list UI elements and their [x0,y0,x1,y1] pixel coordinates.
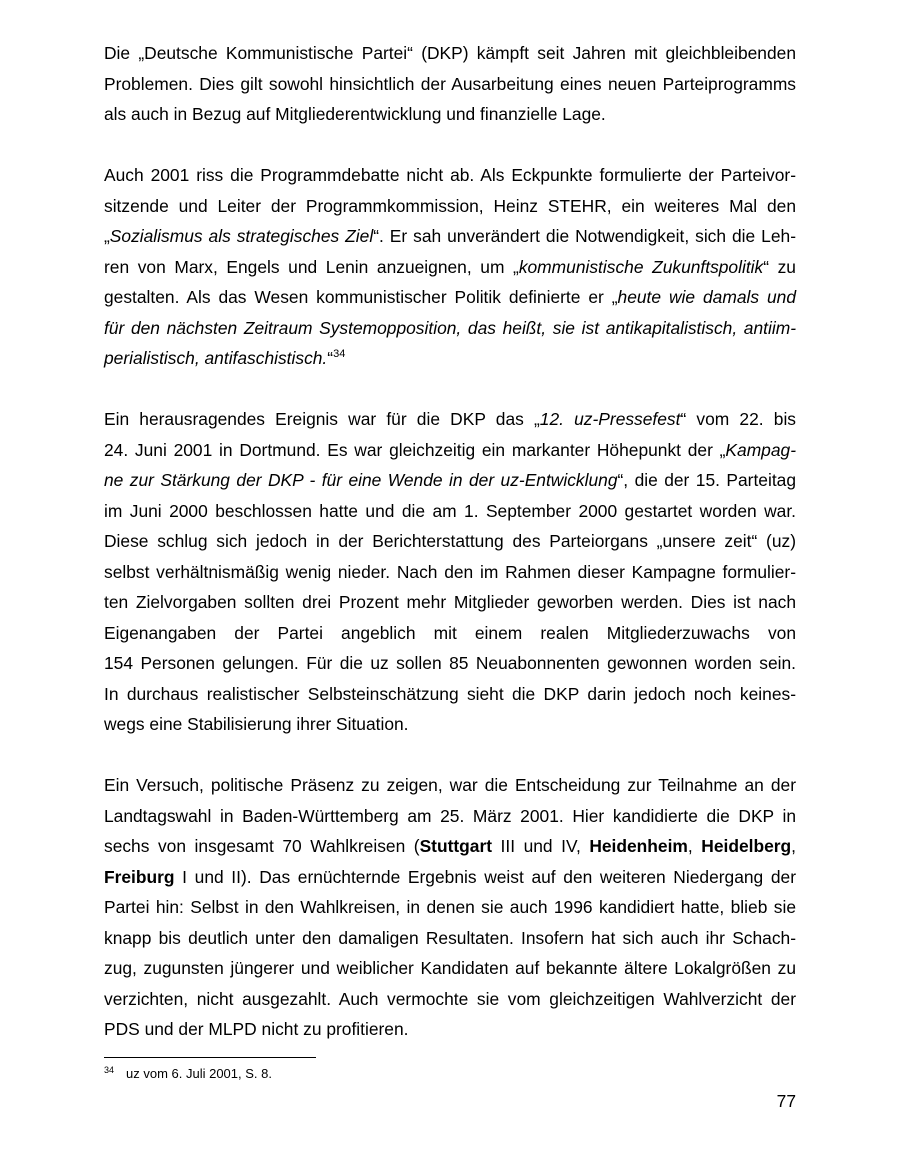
text-run: Eigenangaben der Partei angeblich mit einem realen Mitgliederzuwachs von [104,622,796,643]
text-line [104,984,796,1015]
text-line [104,496,796,527]
text-run: im Juni 2000 beschlossen hatte und die am 1. September 2000 gestartet worden war. [104,500,796,521]
text-run: wegs eine Stabilisierung ihrer Situation. [104,714,409,734]
text-run: selbst verhältnismäßig wenig nieder. Nach den im Rahmen dieser Kampagne formulier- [104,561,796,582]
text-run: “ zu [763,256,796,277]
text-run: “ [327,348,334,368]
text-line [104,343,796,374]
text-line [104,770,796,801]
text-run: Kampag- [725,439,796,460]
text-line [104,160,796,191]
footnote-number: 34 [104,1065,115,1075]
text-run: sitzende und Leiter der Programmkommission, Heinz STEHR, ein weiteres Mal den [104,195,796,216]
text-line [104,648,796,679]
text-line [104,282,796,313]
text-run: zug, zugunsten jüngerer und weiblicher Kandidaten auf bekannte ältere Lokalgrößen zu [104,958,796,978]
text-line [104,221,796,252]
paragraph-landtagswahl [104,770,796,1045]
text-run: PDS und der MLPD nicht zu profitieren. [104,1019,409,1039]
paragraph-dkp-problems [104,38,796,130]
text-line [104,709,796,740]
text-line [104,313,796,344]
text-run: I und II). Das ernüchternde Ergebnis weist auf den weiteren Niedergang der [174,866,796,887]
text-run: ne zur Stärkung der DKP - für eine Wende in der uz-Entwicklung [104,470,618,490]
text-line [104,953,796,984]
text-run: Diese schlug sich jedoch in der Berichterstattung des Parteiorgans „unsere zeit“ (uz) [104,531,796,551]
text-line [104,465,796,496]
text-line [104,38,796,69]
footnote-separator [104,1057,316,1058]
text-run: Partei hin: Selbst in den Wahlkreisen, in denen sie auch 1996 kandidiert hatte, blieb sie [104,897,796,917]
text-line [104,862,796,893]
text-run: Problemen. Dies gilt sowohl hinsichtlich der Ausarbeitung eines neuen Parteiprogramms [104,73,796,94]
text-run: In durchaus realistischer Selbsteinschätzung sieht die DKP darin jedoch noch keines- [104,683,796,704]
text-run: Freiburg [104,866,175,887]
text-line [104,435,796,466]
text-line [104,557,796,588]
text-run: kommunistische Zukunftspolitik [518,256,764,277]
footnote-reference: 34 [333,348,346,360]
text-run: Landtagswahl in Baden-Württemberg am 25. März 2001. Hier kandidierte die DKP in [104,805,796,826]
page-number: 77 [776,1091,796,1111]
text-line [104,526,796,557]
footnote-text: uz vom 6. Juli 2001, S. 8. [126,1066,272,1081]
text-run: Heidenheim [589,836,688,856]
text-run: 154 Personen gelungen. Für die uz sollen 85 Neuabonnenten gewonnen worden sein. [104,653,796,673]
text-line [104,1014,796,1045]
text-run: Sozialismus als strategisches Ziel [109,226,374,246]
text-line [104,892,796,923]
text-line [104,923,796,954]
text-run: Ein Versuch, politische Präsenz zu zeigen, war die Entscheidung zur Teilnahme an der [104,775,796,795]
text-run: knapp bis deutlich unter den damaligen Resultaten. Insofern hat sich auch ihr Schach- [104,927,796,948]
text-run: Auch 2001 riss die Programmdebatte nicht ab. Als Eckpunkte formulierte der Parteivor- [104,165,796,185]
text-run: 12. uz-Pressefest [539,409,681,429]
text-line [104,69,796,100]
text-run: Stuttgart [419,836,493,856]
text-run: III und IV, [492,836,590,856]
text-line [104,801,796,832]
text-run: als auch in Bezug auf Mitgliederentwicklung und finanzielle Lage. [104,104,606,124]
text-run: , [791,836,796,856]
text-run: Ein herausragendes Ereignis war für die DKP das „ [104,409,540,429]
text-run: „ [104,226,110,246]
text-run: gestalten. Als das Wesen kommunistischer Politik definierte er „ [104,287,618,307]
text-run: “ vom 22. bis [680,409,797,429]
text-line [104,679,796,710]
text-line [104,618,796,649]
text-line [104,191,796,222]
text-run: , [687,836,702,856]
text-run: sechs von insgesamt 70 Wahlkreisen ( [104,836,420,856]
text-line [104,587,796,618]
text-run: 24. Juni 2001 in Dortmund. Es war gleichzeitig ein markanter Höhepunkt der „ [104,439,726,460]
text-run: Heidelberg [701,836,792,856]
paragraph-program-debate [104,160,796,374]
text-line [104,99,796,130]
text-run: für den nächsten Zeitraum Systemopposition, das heißt, sie ist antikapitalistisch, antiim- [104,317,796,338]
text-run: Die „Deutsche Kommunistische Partei“ (DKP) kämpft seit Jahren mit gleichbleibenden [104,43,796,63]
text-run: ren von Marx, Engels und Lenin anzueignen, um „ [104,256,519,277]
text-line [104,831,796,862]
text-run: verzichten, nicht ausgezahlt. Auch vermochte sie vom gleichzeitigen Wahlverzicht der [104,988,796,1009]
text-run: ten Zielvorgaben sollten drei Prozent mehr Mitglieder geworben werden. Dies ist nach [104,592,796,612]
text-run: heute wie damals und [617,287,797,307]
text-run: “. Er sah unverändert die Notwendigkeit, sich die Leh- [373,226,796,246]
paragraph-pressefest [104,404,796,740]
text-line [104,252,796,283]
text-run: “, die der 15. Parteitag [617,470,796,490]
text-run: perialistisch, antifaschistisch. [104,348,328,368]
text-line [104,404,796,435]
footnote [104,1066,272,1082]
